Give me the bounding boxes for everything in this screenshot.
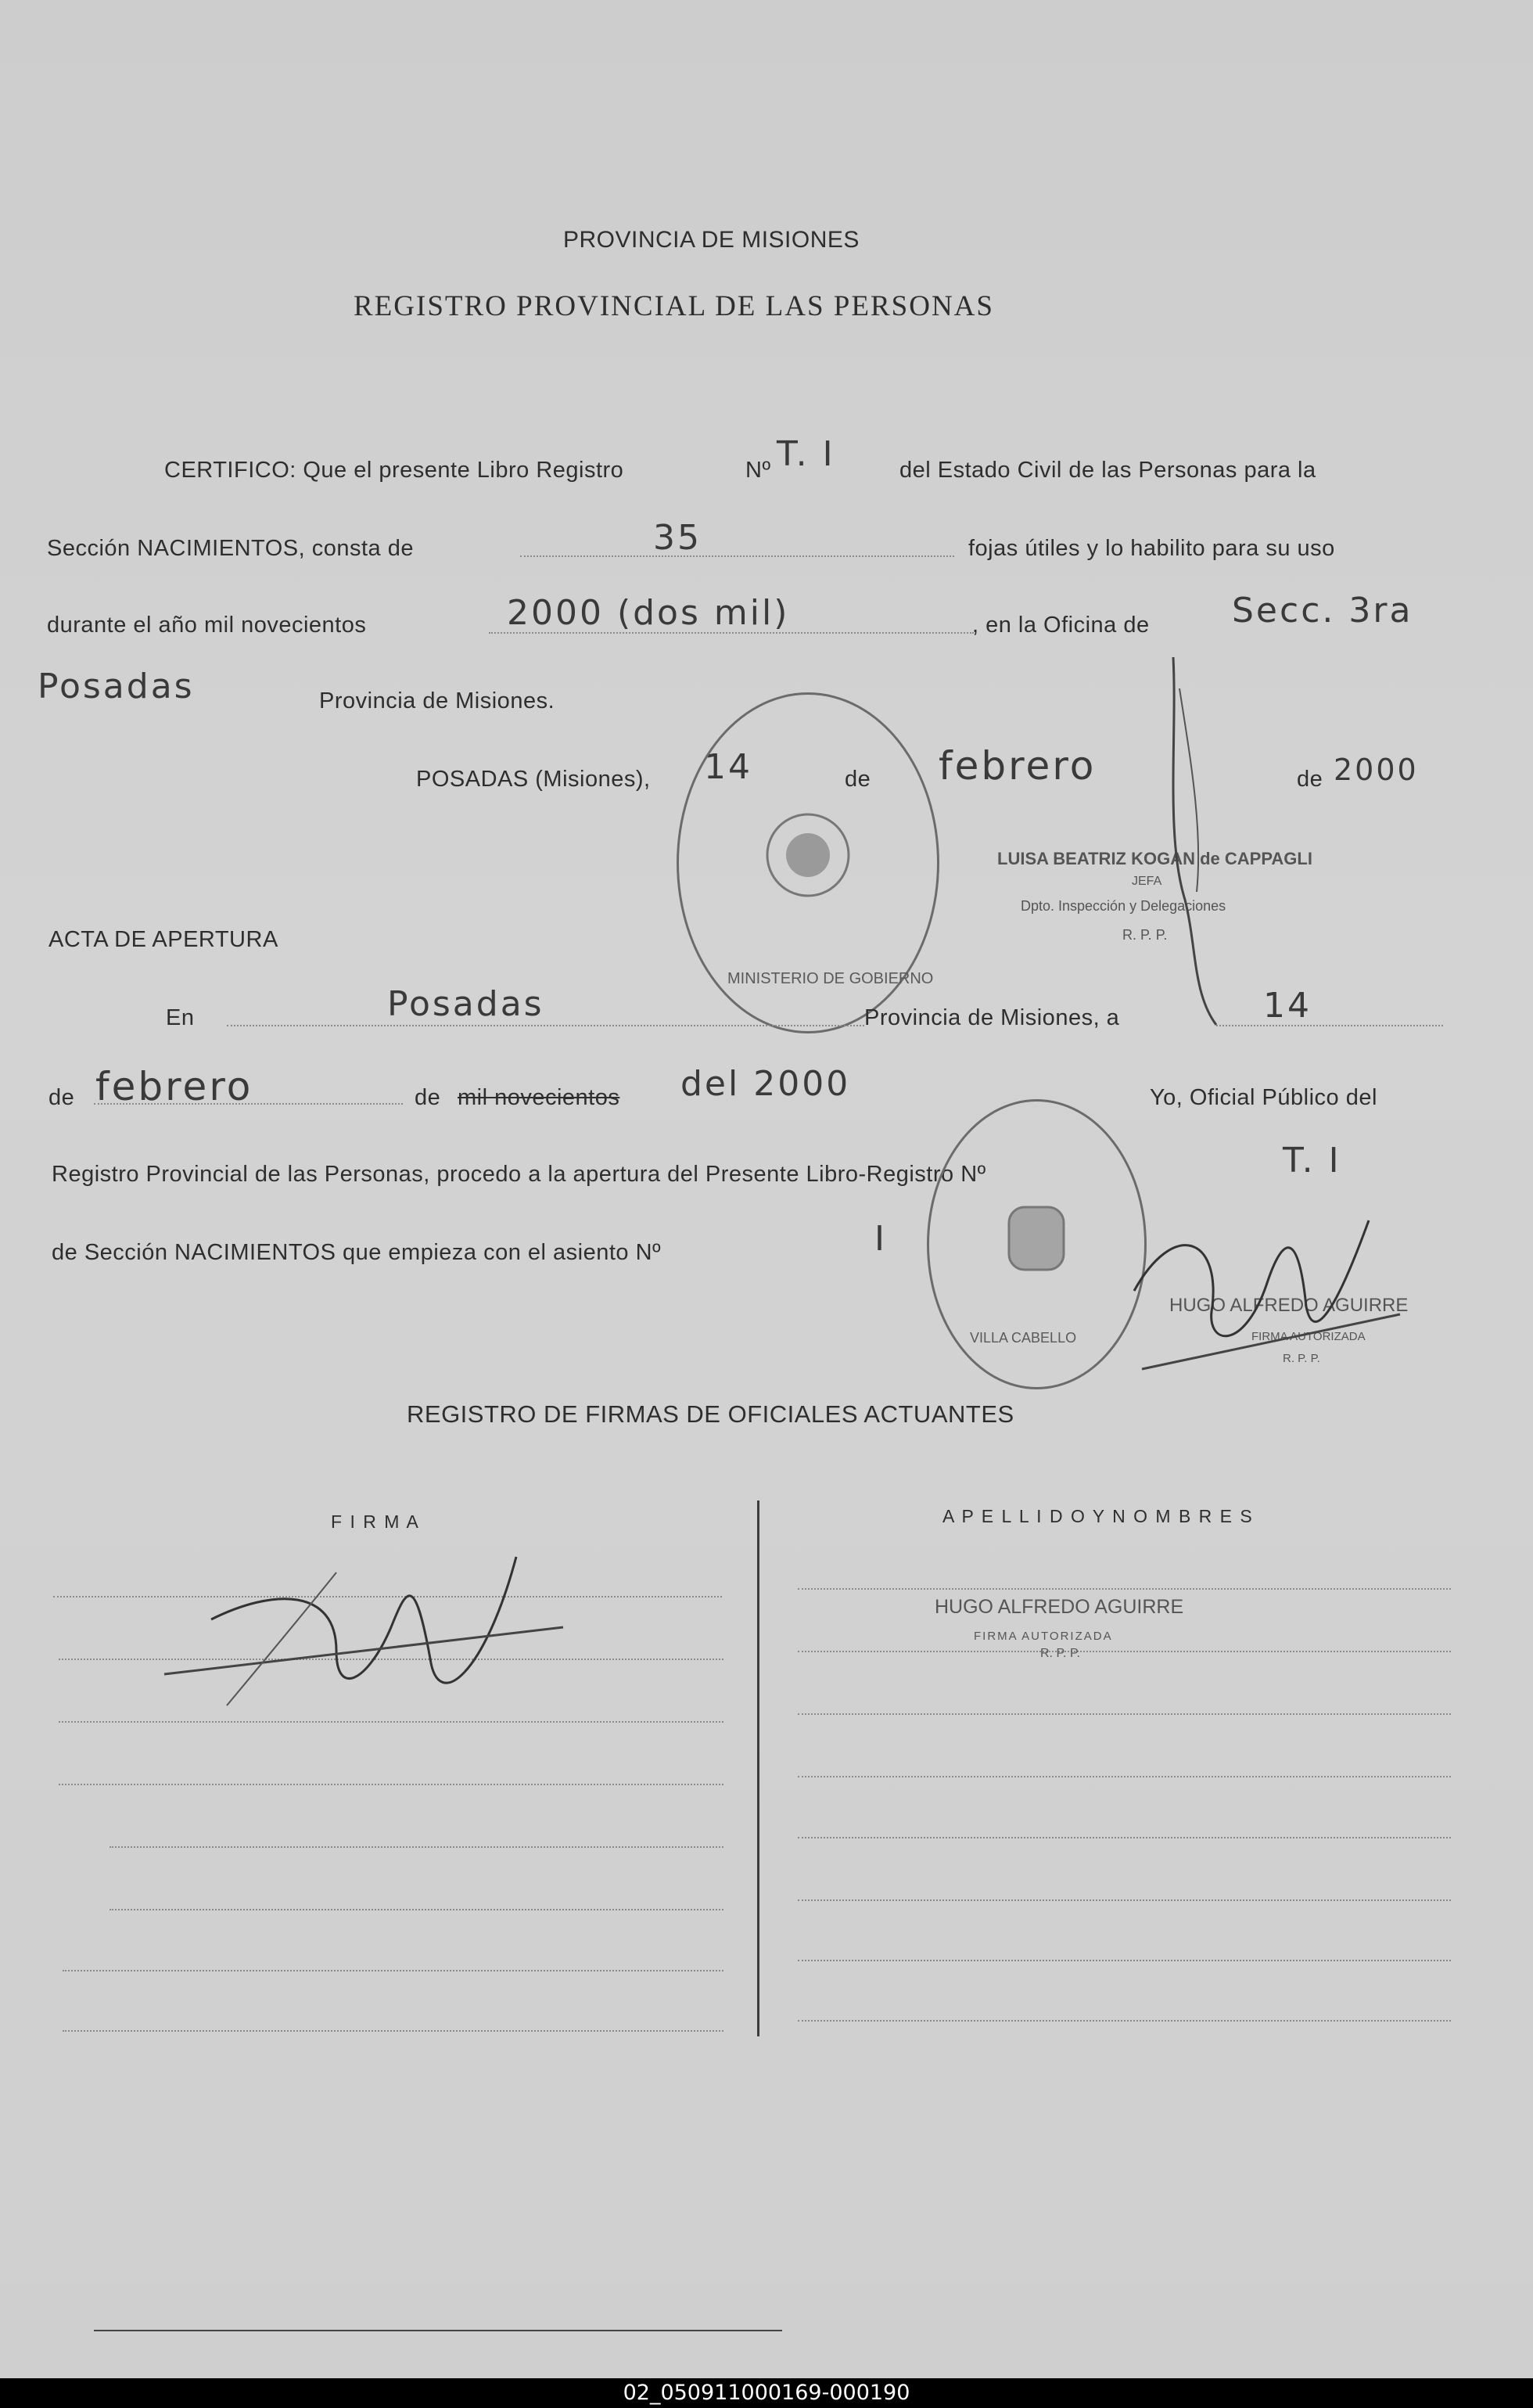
firma-row-line <box>63 1970 723 1971</box>
col-firma-header: F I R M A <box>331 1511 420 1532</box>
handwritten-libro-no: T. I <box>777 434 835 474</box>
nombres-row-line <box>798 1899 1451 1901</box>
fojas-blank-line <box>520 555 954 557</box>
nombres-row-line <box>798 1776 1451 1777</box>
handwritten-day: 14 <box>704 747 752 787</box>
acta-provincia: Provincia de Misiones, a <box>864 1005 1120 1030</box>
handwritten-year-short: 2000 <box>1334 753 1419 787</box>
row1-title: FIRMA AUTORIZADA <box>974 1630 1113 1643</box>
row1-org: R. P. P. <box>1040 1647 1080 1660</box>
acta-day-line <box>1216 1025 1443 1026</box>
stamp1-org: R. P. P. <box>1122 927 1168 943</box>
image-id-footer: 02_050911000169-000190 <box>0 2378 1533 2408</box>
signature-1 <box>1142 642 1236 1033</box>
cert-line2-b: fojas útiles y lo habilito para su uso <box>968 536 1335 561</box>
nombres-row-line <box>798 1651 1451 1652</box>
bottom-rule <box>94 2330 782 2331</box>
nombres-row-line <box>798 1588 1451 1590</box>
registry-heading: REGISTRO PROVINCIAL DE LAS PERSONAS <box>354 290 994 322</box>
cert-de-1: de <box>845 767 871 792</box>
acta-yo: Yo, Oficial Público del <box>1150 1085 1377 1110</box>
cert-line3-b: , en la Oficina de <box>972 613 1150 638</box>
seal-2-inner-text: VILLA CABELLO <box>970 1330 1077 1346</box>
handwritten-month: febrero <box>939 743 1097 789</box>
seal-2-emblem-icon <box>993 1195 1079 1281</box>
seal-1-inner-text: MINISTERIO DE GOBIERNO <box>727 970 934 987</box>
place-date-label: POSADAS (Misiones), <box>416 767 651 792</box>
nombres-row-line <box>798 2020 1451 2022</box>
acta-handwritten-asiento-no: I <box>874 1219 887 1259</box>
stamp2-name: HUGO ALFREDO AGUIRRE <box>1169 1295 1409 1316</box>
firma-row-line <box>59 1721 723 1723</box>
col-nombres-header: A P E L L I D O Y N O M B R E S <box>942 1506 1254 1526</box>
firma-row-line <box>110 1846 723 1848</box>
stamp1-dept: Dpto. Inspección y Delegaciones <box>1021 898 1226 914</box>
cert-line3-a: durante el año mil novecientos <box>47 613 367 638</box>
cert-line1-a: CERTIFICO: Que el presente Libro Registro <box>164 458 624 483</box>
province-heading: PROVINCIA DE MISIONES <box>563 227 860 253</box>
acta-handwritten-day: 14 <box>1263 986 1312 1026</box>
seal-1-emblem-icon <box>761 808 855 902</box>
cert-line1-b: del Estado Civil de las Personas para la <box>899 458 1316 483</box>
firma-row1-signature <box>156 1541 579 1721</box>
stamp2-org: R. P. P. <box>1283 1352 1320 1365</box>
acta-handwritten-month: febrero <box>95 1064 253 1109</box>
firma-row-line <box>110 1909 723 1910</box>
acta-registro-line: Registro Provincial de las Personas, procedo a la apertura del Presente Libro-Registro Nº <box>52 1162 986 1187</box>
table-divider <box>757 1501 759 2036</box>
nombres-row-line <box>798 1960 1451 1961</box>
firma-row-line <box>63 2030 723 2032</box>
firma-row-line <box>59 1784 723 1785</box>
acta-mil-struck: mil novecientos <box>458 1085 620 1110</box>
acta-handwritten-libro-no: T. I <box>1283 1141 1341 1181</box>
acta-de: de <box>48 1085 75 1110</box>
cert-de-2: de <box>1297 767 1323 792</box>
acta-month-line <box>94 1103 403 1105</box>
signatures-heading: REGISTRO DE FIRMAS DE OFICIALES ACTUANTES <box>407 1400 1014 1428</box>
acta-de-mil: de <box>415 1085 441 1110</box>
cert-line1-no: Nº <box>745 458 771 483</box>
stamp2-title: FIRMA AUTORIZADA <box>1251 1330 1366 1343</box>
nombres-row-line <box>798 1713 1451 1715</box>
stamp1-name: LUISA BEATRIZ KOGAN de CAPPAGLI <box>997 849 1312 868</box>
acta-heading: ACTA DE APERTURA <box>48 927 278 952</box>
handwritten-oficina: Secc. 3ra <box>1232 591 1413 631</box>
signature-2 <box>1118 1189 1416 1393</box>
stamp1-title: JEFA <box>1132 875 1162 888</box>
handwritten-fojas: 35 <box>653 518 702 558</box>
cert-line4-b: Provincia de Misiones. <box>319 688 555 713</box>
acta-handwritten-year: del 2000 <box>680 1064 851 1104</box>
acta-handwritten-lugar: Posadas <box>387 984 544 1024</box>
handwritten-year: 2000 (dos mil) <box>507 593 790 633</box>
row1-name: HUGO ALFREDO AGUIRRE <box>935 1596 1184 1618</box>
handwritten-ciudad: Posadas <box>38 667 195 706</box>
nombres-row-line <box>798 1837 1451 1838</box>
acta-en: En <box>166 1005 195 1030</box>
cert-line2-a: Sección NACIMIENTOS, consta de <box>47 536 414 561</box>
acta-lugar-line <box>227 1025 864 1026</box>
acta-seccion-line: de Sección NACIMIENTOS que empieza con el asiento Nº <box>52 1240 662 1265</box>
